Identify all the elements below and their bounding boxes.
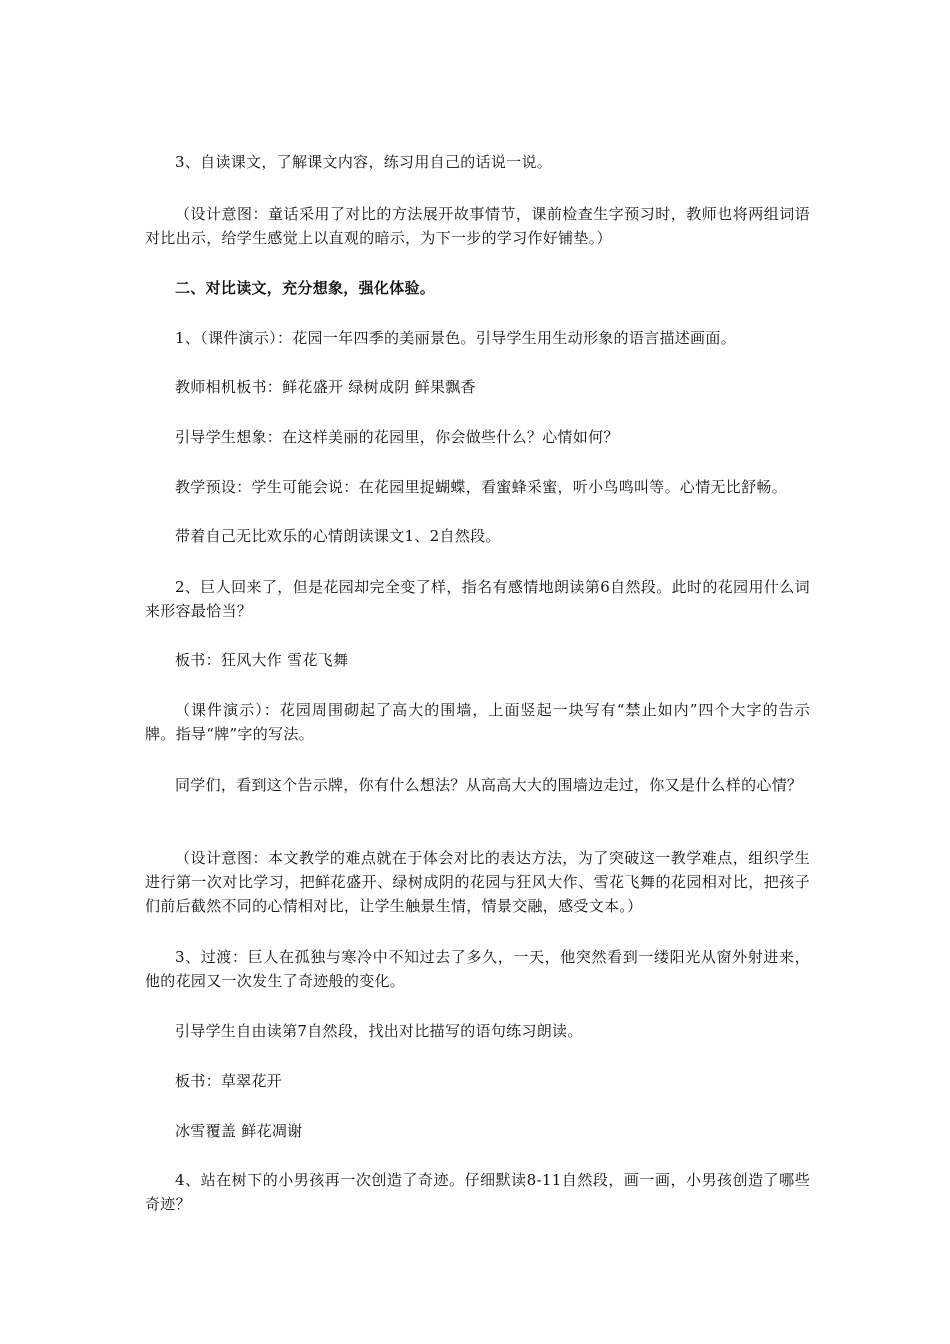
paragraph-courseware-wall: （课件演示）：花园周围砌起了高大的围墙，上面竖起一块写有“禁止如内”四个大字的告示牌。指导“牌”字的写法。 xyxy=(145,701,810,743)
paragraph-read-aloud: 带着自己无比欢乐的心情朗读课文1、2自然段。 xyxy=(175,527,501,545)
paragraph-design-intent-1: （设计意图：童话采用了对比的方法展开故事情节，课前检查生字预习时，教师也将两组词语对比出示，给学生感觉上以直观的暗示，为下一步的学习作好铺垫。） xyxy=(145,205,810,247)
paragraph-transition: 3、过渡：巨人在孤独与寒冷中不知过去了多久，一天，他突然看到一缕阳光从窗外射进来，他的花园又一次发生了奇迹般的变化。 xyxy=(145,948,810,990)
paragraph-board-writing-1: 教师相机板书：鲜花盛开 绿树成阴 鲜果飘香 xyxy=(175,378,476,396)
section-heading-2: 二、对比读文，充分想象，强化体验。 xyxy=(175,279,436,297)
paragraph-little-boy: 4、站在树下的小男孩再一次创造了奇迹。仔细默读8-11自然段，画一画，小男孩创造了哪些奇迹？ xyxy=(145,1171,810,1213)
paragraph-step-3-read: 3、自读课文，了解课文内容，练习用自己的话说一说。 xyxy=(175,153,553,171)
paragraph-sign-question: 同学们，看到这个告示牌，你有什么想法？从高高大大的围墙边走过，你又是什么样的心情？ xyxy=(175,776,803,794)
paragraph-free-reading: 引导学生自由读第7自然段，找出对比描写的语句练习朗读。 xyxy=(175,1022,583,1040)
paragraph-design-intent-2: （设计意图：本文教学的难点就在于体会对比的表达方法，为了突破这一教学难点，组织学生进行第一次对比学习，把鲜花盛开、绿树成阴的花园与狂风大作、雪花飞舞的花园相对比，把孩子们前后截然不同的心情相对比，让学生触景生情，情景交融，感受文本。） xyxy=(145,849,810,915)
paragraph-board-writing-2: 板书：狂风大作 雪花飞舞 xyxy=(175,651,349,669)
paragraph-teaching-preset: 教学预设：学生可能会说：在花园里捉蝴蝶，看蜜蜂采蜜，听小鸟鸣叫等。心情无比舒畅。 xyxy=(175,478,788,496)
paragraph-board-writing-3: 板书：草翠花开 xyxy=(175,1072,283,1090)
paragraph-imagine-prompt: 引导学生想象：在这样美丽的花园里，你会做些什么？心情如何？ xyxy=(175,428,619,446)
paragraph-courseware-seasons: 1、（课件演示）：花园一年四季的美丽景色。引导学生用生动形象的语言描述画面。 xyxy=(175,329,736,347)
paragraph-giant-returns: 2、巨人回来了，但是花园却完全变了样，指名有感情地朗读第6自然段。此时的花园用什么词来形容最恰当？ xyxy=(145,578,810,620)
paragraph-board-words: 冰雪覆盖 鲜花凋谢 xyxy=(175,1122,303,1140)
